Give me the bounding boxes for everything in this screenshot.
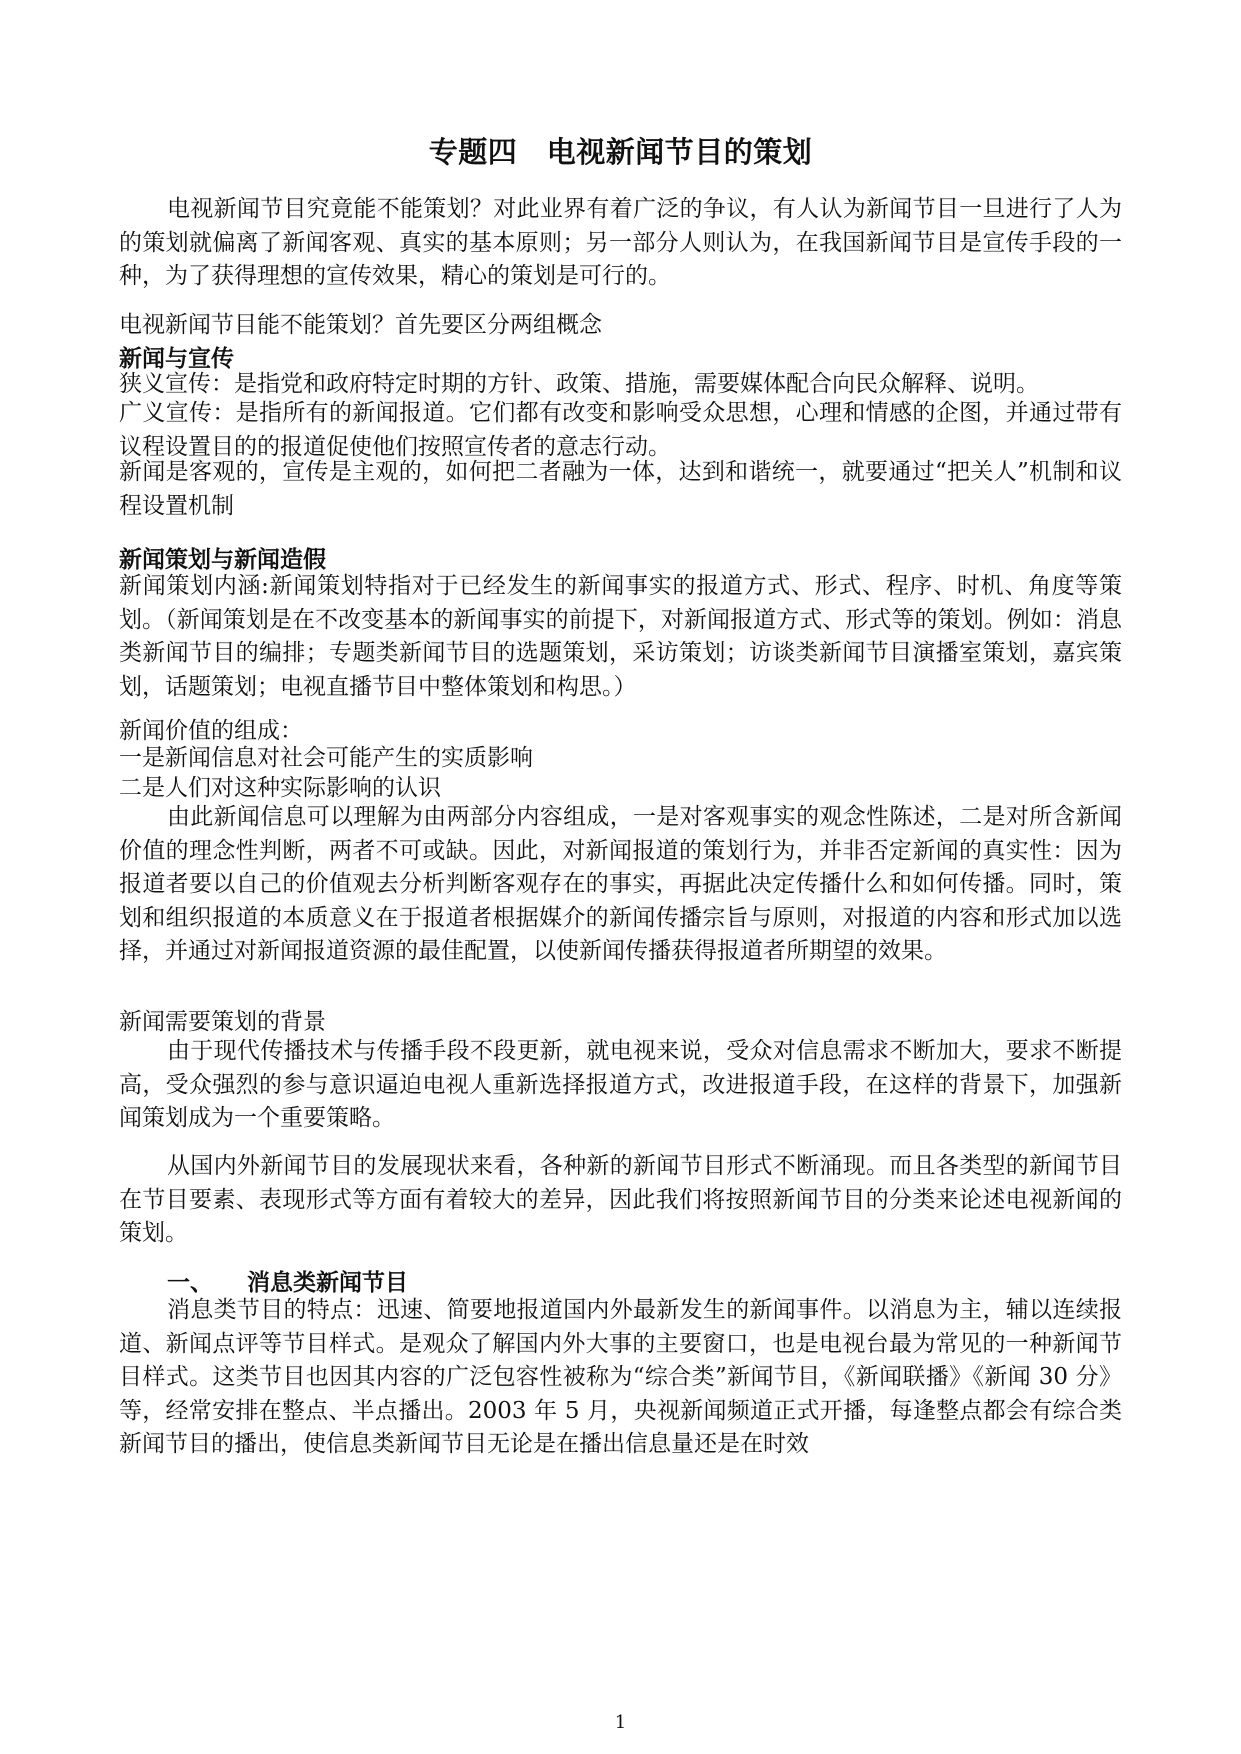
news-value-item-2: 二是人们对这种实际影响的认识 — [119, 775, 441, 801]
page-number: 1 — [614, 1712, 627, 1733]
planning-definition-paragraph: 新闻策划内涵:新闻策划特指对于已经发生的新闻事实的报道方式、形式、程序、时机、角度等策划。（新闻策划是在不改变基本的新闻事实的前提下，对新闻报道方式、形式等的策划。例如：消息类新闻节目的编排；专题类新闻节目的选题策划，采访策划；访谈类新闻节目演播室策划，嘉宾策划，话题策划；电视直播节目中整体策划和构思。） — [119, 573, 1122, 700]
planning-fake-heading: 新闻策划与新闻造假 — [119, 546, 326, 573]
background-label: 新闻需要策划的背景 — [119, 1009, 326, 1035]
page-title: 专题四 电视新闻节目的策划 — [428, 135, 813, 169]
news-propaganda-heading: 新闻与宣传 — [119, 345, 234, 372]
intro-paragraph: 电视新闻节目究竟能不能策划？对此业界有着广泛的争议，有人认为新闻节目一旦进行了人为的策划就偏离了新闻客观、真实的基本原则；另一部分人则认为，在我国新闻节目是宣传手段的一种，为了获得理想的宣传效果，精心的策划是可行的。 — [119, 196, 1122, 289]
background-paragraph: 由于现代传播技术与传播手段不段更新，就电视来说，受众对信息需求不断加大，要求不断提高，受众强烈的参与意识逼迫电视人重新选择报道方式，改进报道手段，在这样的背景下，加强新闻策划成为一个重要策略。 — [119, 1038, 1122, 1131]
development-paragraph: 从国内外新闻节目的发展现状来看，各种新的新闻节目形式不断涌现。而且各类型的新闻节目在节目要素、表现形式等方面有着较大的差异，因此我们将按照新闻节目的分类来论述电视新闻的策划。 — [119, 1153, 1122, 1246]
news-programs-paragraph: 消息类节目的特点：迅速、简要地报道国内外最新发生的新闻事件。以消息为主，辅以连续报道、新闻点评等节目样式。是观众了解国内外大事的主要窗口，也是电视台最为常见的一种新闻节目样式。这类节目也因其内容的广泛包容性被称为“综合类”新闻节目，《新闻联播》《新闻 30 分》等，经常安排在整点、半点播出。2003 年 5 月，央视新闻频道正式开播，每逢整点都会有综合类新闻节目的播出，使信息类新闻节目无论是在播出信息量还是在时效 — [119, 1297, 1122, 1457]
news-value-label: 新闻价值的组成： — [119, 718, 303, 744]
news-vs-propaganda-paragraph: 新闻是客观的，宣传是主观的，如何把二者融为一体，达到和谐统一，就要通过“把关人”机制和议程设置机制 — [119, 459, 1122, 519]
section-title: 消息类新闻节目 — [247, 1269, 408, 1296]
question-line: 电视新闻节目能不能策划？首先要区分两组概念 — [119, 312, 602, 338]
news-value-paragraph: 由此新闻信息可以理解为由两部分内容组成，一是对客观事实的观念性陈述，二是对所含新闻价值的理念性判断，两者不可或缺。因此，对新闻报道的策划行为，并非否定新闻的真实性：因为报道者要以自己的价值观去分析判断客观存在的事实，再据此决定传播什么和如何传播。同时，策划和组织报道的本质意义在于报道者根据媒介的新闻传播宗旨与原则，对报道的内容和形式加以选择，并通过对新闻报道资源的最佳配置，以使新闻传播获得报道者所期望的效果。 — [119, 804, 1122, 964]
broad-propaganda-paragraph: 广义宣传：是指所有的新闻报道。它们都有改变和影响受众思想，心理和情感的企图，并通过带有议程设置目的的报道促使他们按照宣传者的意志行动。 — [119, 400, 1122, 460]
document-page — [119, 0, 1122, 1754]
section-number: 一、 — [167, 1269, 213, 1296]
narrow-propaganda-paragraph: 狭义宣传：是指党和政府特定时期的方针、政策、措施，需要媒体配合向民众解释、说明。 — [119, 371, 1039, 397]
news-value-item-1: 一是新闻信息对社会可能产生的实质影响 — [119, 745, 533, 771]
